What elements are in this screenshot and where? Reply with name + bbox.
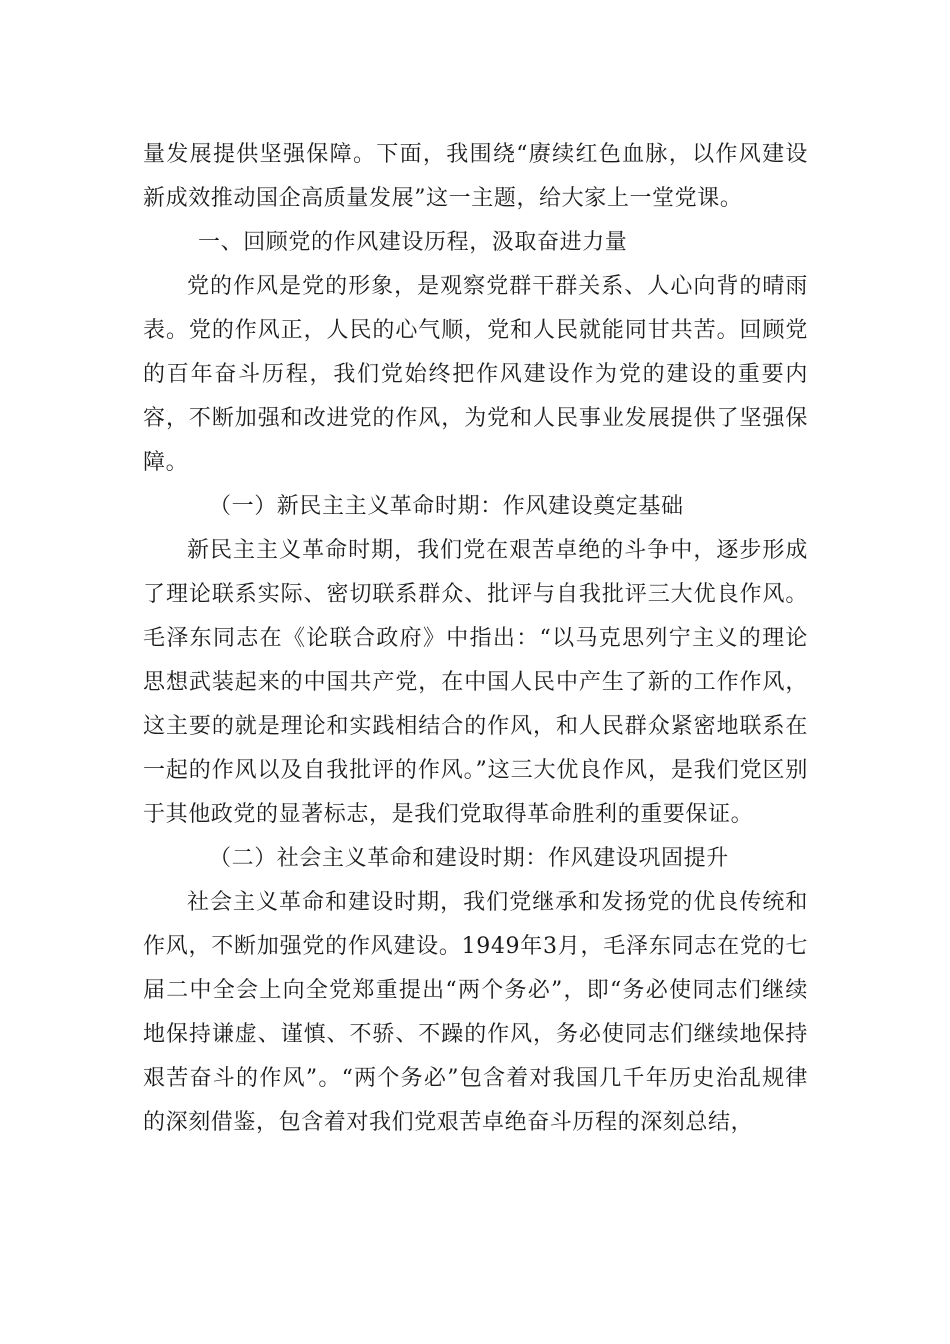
paragraph-party-style: 党的作风是党的形象，是观察党群干群关系、人心向背的晴雨表。党的作风正，人民的心气顺，党和人民就能同甘共苦。回顾党的百年奋斗历程，我们党始终把作风建设作为党的建设的重要内容，不断加强和改进党的作风，为党和人民事业发展提供了坚强保障。 xyxy=(143,274,808,475)
paragraph-continued: 量发展提供坚强保障。下面，我围绕“赓续红色血脉，以作风建设新成效推动国企高质量发展”这一主题，给大家上一堂党课。 xyxy=(143,142,808,211)
subsection-heading-1: （一）新民主主义革命时期：作风建设奠定基础 xyxy=(209,494,684,519)
paragraph-socialist-construction: 社会主义革命和建设时期，我们党继承和发扬党的优良传统和作风，不断加强党的作风建设。1949年3月，毛泽东同志在党的七届二中全会上向全党郑重提出“两个务必”，即“务必使同志们继续地保持谦虚、谨慎、不骄、不躁的作风，务必使同志们继续地保持艰苦奋斗的作风”。“两个务必”包含着对我国几千年历史治乱规律的深刻借鉴，包含着对我们党艰苦卓绝奋斗历程的深刻总结， xyxy=(143,890,808,1135)
paragraph-new-democratic-revolution: 新民主主义革命时期，我们党在艰苦卓绝的斗争中，逐步形成了理论联系实际、密切联系群众、批评与自我批评三大优良作风。毛泽东同志在《论联合政府》中指出：“以马克思列宁主义的理论思想武装起来的中国共产党，在中国人民中产生了新的工作作风，这主要的就是理论和实践相结合的作风，和人民群众紧密地联系在一起的作风以及自我批评的作风。”这三大优良作风，是我们党区别于其他政党的显著标志，是我们党取得革命胜利的重要保证。 xyxy=(143,538,808,827)
subsection-heading-2: （二）社会主义革命和建设时期：作风建设巩固提升 xyxy=(209,846,729,871)
section-heading-1: 一、回顾党的作风建设历程，汲取奋进力量 xyxy=(198,230,628,255)
document-body xyxy=(143,133,808,1145)
